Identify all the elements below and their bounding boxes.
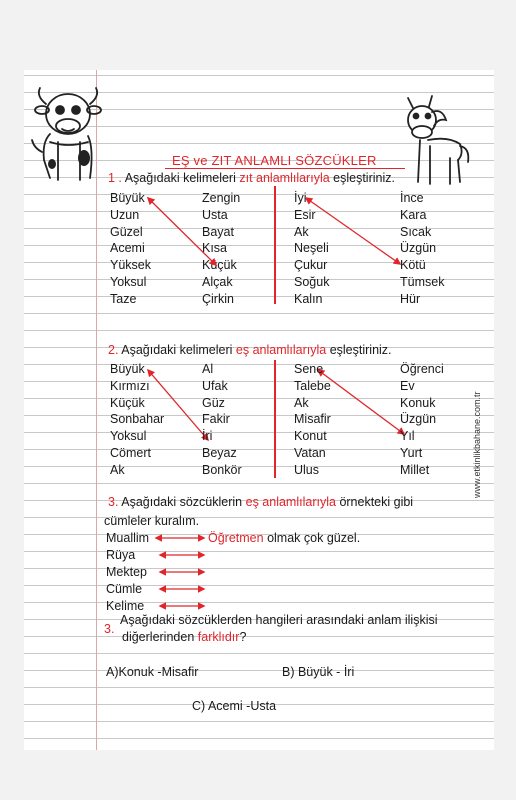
q1-arrow-right — [306, 198, 400, 264]
q3-instruction — [108, 495, 413, 509]
q1-col3-word: İyi — [294, 191, 307, 205]
q2-col1-word: Büyük — [110, 362, 145, 376]
q3-word-2: Mektep — [106, 565, 147, 579]
q2-col3-word: Ak — [294, 395, 309, 410]
q1-col4-word: İnce — [400, 191, 424, 205]
q1-col1-word: Taze — [110, 291, 137, 306]
q2-col2-word: Bonkör — [202, 462, 242, 477]
q2-pre: Aşağıdaki kelimeleri — [121, 343, 233, 357]
q1-col3-word: Çukur — [294, 258, 328, 273]
page-title: EŞ ve ZIT ANLAMLI SÖZCÜKLER — [172, 153, 377, 168]
q2-col4-word: Millet — [400, 462, 430, 477]
q2-col2-word: İri — [202, 429, 213, 444]
q2-col2-word: Beyaz — [202, 446, 237, 460]
q4-question-mark: ? — [239, 630, 247, 644]
q1-col4-word: Kötü — [400, 258, 426, 273]
q3-example-answer: Öğretmen — [208, 531, 264, 545]
q3-word-4: Kelime — [106, 599, 145, 613]
q1-col3-word: Esir — [294, 207, 316, 222]
q2-col1-word: Küçük — [110, 395, 145, 410]
q2-col3-word: Ulus — [294, 462, 320, 477]
watermark-url: www.etkinlikbahane.com.tr — [472, 391, 482, 498]
q1-col2-word: Küçük — [202, 258, 237, 273]
q2-col4-word: Ev — [400, 378, 415, 393]
q2-col3-word: Misafir — [294, 412, 331, 427]
q2-col1-word: Yoksul — [110, 429, 147, 444]
q2-arrow-left — [148, 370, 208, 440]
q4-option-a: A)Konuk -Misafir — [106, 665, 199, 679]
q1-col2-word: Kısa — [202, 241, 228, 256]
q4-line2 — [122, 630, 246, 644]
q2-col1-word: Sonbahar — [110, 412, 165, 427]
q3-number: 3. — [108, 495, 119, 509]
q1-highlight: zıt anlamlılarıyla — [239, 171, 330, 185]
q3-instruction-line2: cümleler kuralım. — [104, 514, 200, 528]
q2-col4-word: Konuk — [400, 395, 436, 410]
q3-post: örnekteki gibi — [339, 495, 414, 509]
q2-highlight: eş anlamlılarıyla — [235, 343, 327, 357]
q4-line1: Aşağıdaki sözcüklerden hangileri arasındaki anlam ilişkisi — [120, 613, 438, 627]
q3-example-sentence — [208, 531, 360, 545]
q1-col2-word: Zengin — [202, 191, 241, 205]
q2-col3-word: Konut — [294, 429, 327, 444]
q1-number: 1 . — [108, 171, 122, 185]
q1-col4-word: Üzgün — [400, 241, 437, 256]
q2-col2-word: Ufak — [202, 378, 228, 393]
q1-col2-word: Bayat — [202, 224, 234, 239]
q4-option-b: B) Büyük - İri — [282, 665, 355, 679]
q1-col3-word: Neşeli — [294, 241, 329, 256]
q1-col4-word: Sıcak — [400, 224, 432, 239]
q3-example-word: Muallim — [106, 531, 150, 545]
q4-highlight: farklıdır — [197, 630, 240, 644]
q3-highlight: eş anlamlılarıyla — [245, 495, 336, 509]
q2-col3-word: Talebe — [294, 378, 331, 393]
q2-col1-word: Kırmızı — [110, 378, 150, 393]
q2-col4-word: Yurt — [400, 446, 423, 460]
q1-col3-word: Soğuk — [294, 275, 330, 289]
q3-word-1: Rüya — [106, 548, 136, 562]
q1-col1-word: Acemi — [110, 241, 145, 256]
q2-col1-word: Ak — [110, 462, 125, 477]
q1-arrow-left — [148, 198, 216, 265]
q2-col2-word: Güz — [202, 395, 225, 410]
q2-col2-word: Al — [202, 362, 214, 376]
q1-col1-word: Yüksek — [110, 258, 151, 273]
q4-option-c: C) Acemi -Usta — [192, 699, 277, 713]
q1-col3-word: Kalın — [294, 291, 323, 306]
q3-word-3: Cümle — [106, 582, 143, 596]
q2-number: 2. — [108, 343, 119, 357]
q1-post: eşleştiriniz. — [333, 171, 395, 185]
q1-col4-word: Tümsek — [400, 275, 445, 289]
q3-example-rest: olmak çok güzel. — [267, 531, 361, 545]
q2-col3-word: Vatan — [294, 446, 326, 460]
q1-col1-word: Büyük — [110, 191, 145, 205]
q1-col1-word: Yoksul — [110, 275, 147, 289]
q2-col4-word: Üzgün — [400, 412, 437, 427]
q2-col4-word: Öğrenci — [400, 362, 444, 376]
q2-col4-word: Yıl — [400, 429, 415, 444]
q1-col3-word: Ak — [294, 224, 309, 239]
q4-line2-pre: diğerlerinden — [122, 630, 195, 644]
q2-instruction — [108, 343, 392, 357]
q4-number: 3. — [104, 622, 115, 636]
q1-col2-word: Alçak — [202, 275, 233, 289]
q1-col2-word: Çirkin — [202, 291, 234, 306]
q2-post: eşleştiriniz. — [329, 343, 392, 357]
q1-col4-word: Kara — [400, 207, 427, 222]
q1-col1-word: Güzel — [110, 224, 143, 239]
q1-col2-word: Usta — [202, 207, 228, 222]
q2-col3-word: Sene — [294, 362, 324, 376]
q3-pre: Aşağıdaki sözcüklerin — [121, 495, 243, 509]
q1-col1-word: Uzun — [110, 207, 140, 222]
q2-col1-word: Cömert — [110, 446, 151, 460]
q1-col4-word: Hür — [400, 291, 421, 306]
q2-col2-word: Fakir — [202, 412, 230, 427]
q1-pre: Aşağıdaki kelimeleri — [124, 171, 236, 185]
q2-divider — [274, 360, 276, 478]
